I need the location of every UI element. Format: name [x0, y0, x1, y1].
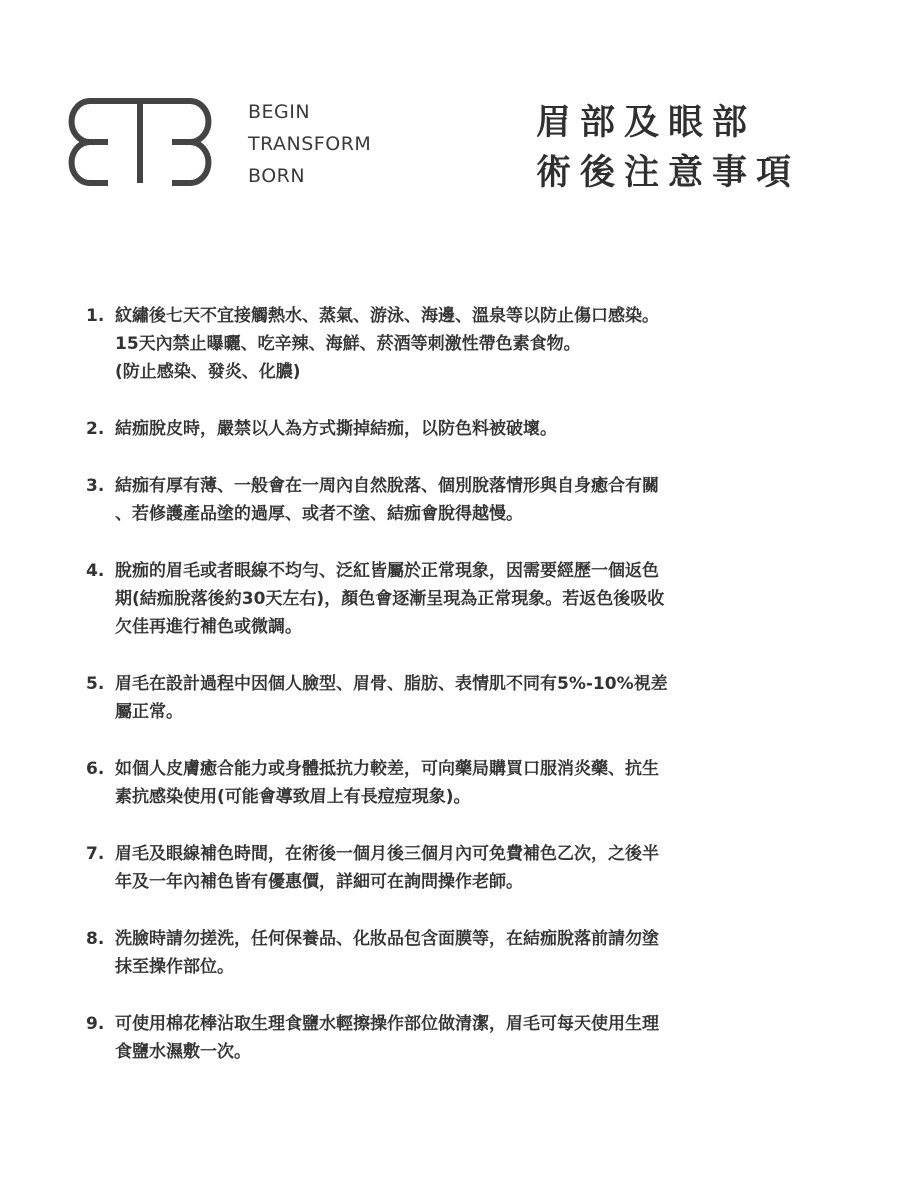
item-number: 1.: [86, 306, 105, 326]
item-line: 脫痂的眉毛或者眼線不均勻、泛紅皆屬於正常現象，因需要經歷一個返色: [115, 561, 659, 581]
item-line: (防止感染、發炎、化膿): [115, 362, 301, 382]
item-line: 紋繡後七天不宜接觸熱水、蒸氣、游泳、海邊、溫泉等以防止傷口感染。: [115, 306, 659, 326]
item-line: 年及一年內補色皆有優惠價，詳細可在詢問操作老師。: [115, 872, 523, 892]
item-line: 抹至操作部位。: [115, 957, 234, 977]
item-number: 9.: [86, 1014, 105, 1034]
item-line: 洗臉時請勿搓洗，任何保養品、化妝品包含面膜等，在結痂脫落前請勿塗: [115, 929, 659, 949]
item-number: 7.: [86, 844, 105, 864]
item-line: 眉毛及眼線補色時間，在術後一個月後三個月內可免費補色乙次，之後半: [115, 844, 659, 864]
item-line: 欠佳再進行補色或微調。: [115, 617, 302, 637]
list-item: [86, 755, 786, 811]
item-number: 8.: [86, 929, 105, 949]
item-text: [115, 415, 786, 443]
item-line: 結痂脫皮時，嚴禁以人為方式撕掉結痂，以防色料被破壞。: [115, 419, 557, 439]
item-number: 2.: [86, 419, 105, 439]
item-number: 3.: [86, 476, 105, 496]
tagline-begin: BEGIN: [248, 101, 311, 123]
item-text: [115, 925, 786, 981]
list-item: [86, 925, 786, 981]
title-line-2: 術後注意事項: [536, 152, 801, 193]
item-line: 屬正常。: [115, 702, 183, 722]
list-item: [86, 415, 786, 443]
item-line: 可使用棉花棒沾取生理食鹽水輕擦操作部位做清潔，眉毛可每天使用生理: [115, 1014, 659, 1034]
item-line: 食鹽水濕敷一次。: [115, 1042, 251, 1062]
page-title: [536, 98, 800, 198]
list-item: [86, 840, 786, 896]
item-text: [115, 755, 786, 811]
brand-logo: [60, 98, 220, 186]
item-line: 結痂有厚有薄、一般會在一周內自然脫落、個別脫落情形與自身癒合有關: [115, 476, 659, 496]
item-line: 期(結痂脫落後約30天左右)，顏色會逐漸呈現為正常現象。若返色後吸收: [115, 589, 665, 609]
title-line-1: 眉部及眼部: [536, 102, 757, 143]
item-text: [115, 472, 786, 528]
list-item: [86, 557, 786, 641]
brand-tagline: [248, 96, 371, 192]
tagline-born: BORN: [248, 165, 306, 187]
item-number: 4.: [86, 561, 105, 581]
item-line: 如個人皮膚癒合能力或身體抵抗力較差，可向藥局購買口服消炎藥、抗生: [115, 759, 659, 779]
item-line: 素抗感染使用(可能會導致眉上有長痘痘現象)。: [115, 787, 471, 807]
item-text: [115, 557, 786, 641]
item-text: [115, 840, 786, 896]
item-text: [115, 302, 786, 386]
item-number: 5.: [86, 674, 105, 694]
list-item: [86, 472, 786, 528]
list-item: [86, 670, 786, 726]
item-line: 眉毛在設計過程中因個人臉型、眉骨、脂肪、表情肌不同有5%-10%視差: [115, 674, 668, 694]
item-line: 、若修護產品塗的過厚、或者不塗、結痂會脫得越慢。: [115, 504, 523, 524]
tagline-transform: TRANSFORM: [248, 133, 372, 155]
item-number: 6.: [86, 759, 105, 779]
list-item: [86, 1010, 786, 1066]
item-text: [115, 670, 786, 726]
instructions-list: [86, 302, 786, 1095]
list-item: [86, 302, 786, 386]
item-line: 15天內禁止曝曬、吃辛辣、海鮮、菸酒等刺激性帶色素食物。: [115, 334, 581, 354]
item-text: [115, 1010, 786, 1066]
